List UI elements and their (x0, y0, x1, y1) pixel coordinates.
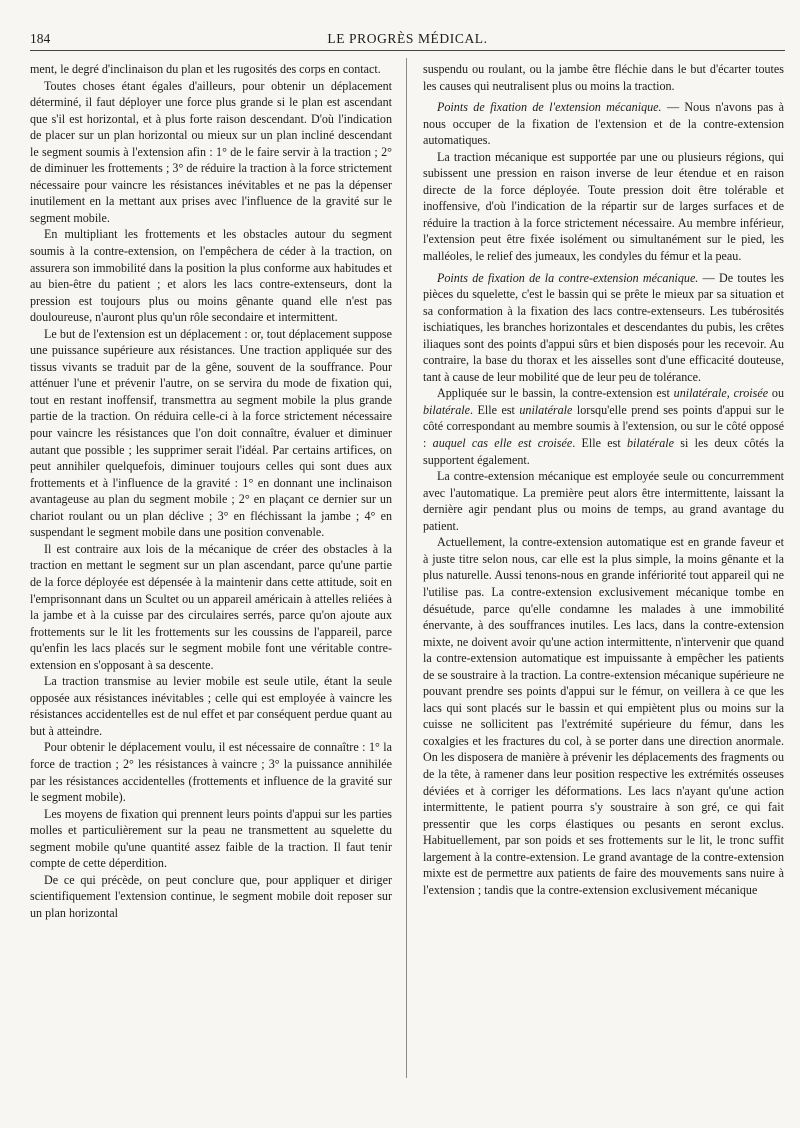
paragraph-text: ou (768, 386, 784, 401)
right-column (423, 61, 784, 1116)
paragraph-text: . Elle est (470, 402, 520, 417)
paragraph-text: lorsqu'elle prend ses points d'appui sur le côté correspondant au membre soumis à l'extension, ou sur le côté opposé : (423, 402, 784, 451)
emphasis: auquel cas elle est croisée (432, 436, 573, 451)
paragraph: Actuellement, la contre-extension automatique est en grande faveur et à juste titre selon nous, car elle est la plus simple, la moins gênante et la plus naturelle. Aussi tenons-nous en grande infériorité tout appareil qui ne l'utilise pas. La contre-extension exclusivement mécanique tombe en désuétude, parce qu'elle condamne les malades à une immobilité énervante, à des souffrances inutiles. Les lacs, dans la contre-extension mixte, ne doivent avoir qu'une action intermittente, n'intervenir que quand la contre-extension automatique est impuissante à empêcher les patients de se soustraire à la traction. La contre-extension mécanique supérieure ne pouvant prendre ses points d'appui sur le fémur, on veillera à ce que les lacs qui sont placés sur le bassin et qui empiètent plus ou moins sur la cuisse ne sollicitent pas l'extrémité supérieure du fémur, dans les coxalgies et les fractures du col, à se porter dans une direction anormale. On les disposera de manière à prévenir les déplacements des fragments ou de la tête, à ramener dans leur position respective les extrémités osseuses déviées et à corriger les déformations. Les lacs n'ayant qu'une action intermittente, le patient pourra s'y soustraire à son gré, ce qui fait pressentir que les corps élastiques ou pesants en seront exclus. Habituellement, par son poids et ses frottements sur le lit, le tronc suffit largement à la contre-extension. Le grand avantage de la contre-extension mixte est de permettre aux patients de faire des mouvements sans nuire à l'extension ; tandis que la contre-extension exclusivement mécanique (423, 535, 784, 897)
paragraph-text: — Nous n'avons pas à nous occuper de la fixation de l'extension et de la contre-extension automatiques. (423, 100, 784, 148)
header-rule (30, 50, 785, 51)
paragraph-text: si les deux côtés la supportent également. (423, 436, 784, 467)
paragraph-text: Appliquée sur le bassin, la contre-extension est (437, 386, 674, 401)
section-heading: Points de fixation de la contre-extension mécanique. (437, 270, 699, 285)
emphasis: bilatérale (423, 402, 471, 417)
paragraph: La traction mécanique est supportée par une ou plusieurs régions, qui subissent une pression en raison inverse de leur étendue et en raison directe de la force déployée. Toute pression doit être tolérable et inoffensive, d'où l'indication de la répartir sur de larges surfaces et de réduire la traction à la force strictement nécessaire. Au membre inférieur, l'extension peut être fixée isolément ou simultanément sur le pied, les malléoles, le relief des jumeaux, les condyles du fémur et la peau. (423, 149, 784, 264)
page-header (30, 31, 785, 49)
column-divider (406, 58, 407, 1078)
paragraph-text: . Elle est (572, 436, 627, 451)
running-title: LE PROGRÈS MÉDICAL. (327, 31, 488, 46)
paragraph: Toutes choses étant égales d'ailleurs, pour obtenir un déplacement déterminé, il faut déployer une force plus grande si le plan est ascendant que s'il est horizontal, et à plus forte raison descendant. D'où l'indication de placer sur un plan horizontal ou mieux sur un plan incliné descendant le segment soumis à l'extension afin : 1° de le faire servir à la traction ; 2° de diminuer les frottements ; 3° de réduire la traction à la force strictement nécessaire pour vaincre les résistances inévitables et ne pas la dépenser inutilement en la mettant aux prises avec l'influence de la gravité sur le segment mobile. (30, 78, 392, 225)
paragraph: Pour obtenir le déplacement voulu, il est nécessaire de connaître : 1° la force de traction ; 2° les résistances à vaincre ; 3° la puissance annihilée par les résistances accidentelles (frottements et influence de la gravité sur le segment mobile). (30, 740, 392, 805)
paragraph-text: — De toutes les pièces du squelette, c'est le bassin qui se prête le mieux par sa situation et sa conformation à la fixation des lacs contre-extenseurs. Les tubérosités ischiatiques, les branches horizontales et descendantes du pubis, les crêtes iliaques sont des points d'appui sûrs et bien disposés pour les recevoir. Au contraire, la base du thorax et les aisselles sont d'une efficacité douteuse, tant à cause de leur mobilité que de leur peu de tolérance. (423, 270, 784, 384)
paragraph: De ce qui précède, on peut conclure que, pour appliquer et diriger scientifiquement l'extension continue, le segment mobile doit reposer sur un plan horizontal (30, 872, 392, 920)
section-paragraph (423, 270, 784, 386)
paragraph: Le but de l'extension est un déplacement : or, tout déplacement suppose une puissance supérieure aux résistances. Une traction appliquée sur des tissus vivants se traduit par de la gêne, souvent de la souffrance. Pour atténuer l'une et prévenir l'autre, on se servira du mode de fixation qui, tout en restant inoffensif, transmettra au segment mobile la plus grande partie de la traction. On réduira celle-ci à la force strictement nécessaire pour vaincre les résistances que l'on doit connaître, évaluer et diminuer autant que possible ; les supprimer serait l'idéal. Par certains artifices, on peut annihiler quelquefois, diminuer toujours celles qui sont dues aux frottements et à l'influence de la gravité : 1° en donnant une inclinaison avantageuse au plan du segment mobile ; 2° en plaçant ce dernier sur un chariot roulant ou un plan déclive ; 3° en fléchissant la jambe ; 4° en suspendant le segment mobile dans une position convenable. (30, 326, 392, 540)
paragraph: La traction transmise au levier mobile est seule utile, étant la seule opposée aux résistances inévitables ; celle qui est employée à vaincre les résistances accidentelles est de nul effet et par conséquent perdue quant au but à atteindre. (30, 674, 392, 738)
section-heading: Points de fixation de l'extension mécanique. (437, 100, 662, 115)
paragraph: ment, le degré d'inclinaison du plan et les rugosités des corps en contact. (30, 62, 381, 76)
section-paragraph (423, 99, 784, 149)
emphasis: unilatérale (519, 402, 573, 417)
paragraph: Il est contraire aux lois de la mécanique de créer des obstacles à la traction en mettant le segment sur un plan ascendant, parce qu'une partie de la force déployée est dépensée à la maintenir dans cette attitude, soit en l'emprisonnant dans un Scultet ou un appareil américain à attelles reliées à la jambe et à la cuisse par des circulaires serrés, parce qu'on ajoute aux frottements sur le lit les frottements sur les coussins de l'appareil, parce qu'enfin les lacs placés sur le segment mobile font une véritable contre-extension en s'opposant à sa descente. (30, 541, 392, 672)
paragraph: La contre-extension mécanique est employée seule ou concurremment avec l'automatique. La première peut alors être intermittente, laissant la dernière agir pendant plus ou moins de temps, au grand avantage du patient. (423, 469, 784, 533)
emphasis: unilatérale, croisée (673, 386, 769, 401)
paragraph: suspendu ou roulant, ou la jambe être fléchie dans le but d'écarter toutes les causes qui neutralisent plus ou moins la traction. (423, 62, 784, 93)
paragraph: Les moyens de fixation qui prennent leurs points d'appui sur les parties molles et particulièrement sur la peau ne transmettent au squelette du segment mobile qu'une quantité assez faible de la traction. Il faut tenir compte de cette déperdition. (30, 806, 392, 871)
paragraph (423, 385, 784, 468)
left-column (30, 61, 392, 1116)
page-number: 184 (30, 31, 51, 46)
paragraph: En multipliant les frottements et les obstacles autour du segment soumis à la contre-extension, on l'empêchera de céder à la traction, on assurera son immobilité dans la position la plus conforme aux habitudes et au bien-être du patient ; et alors les lacs contre-extenseurs, dont la pression est toujours plus ou moins gênante quand elle n'est pas douloureuse, n'auront plus qu'un rôle secondaire et intermittent. (30, 227, 392, 325)
emphasis: bilatérale (626, 436, 674, 451)
